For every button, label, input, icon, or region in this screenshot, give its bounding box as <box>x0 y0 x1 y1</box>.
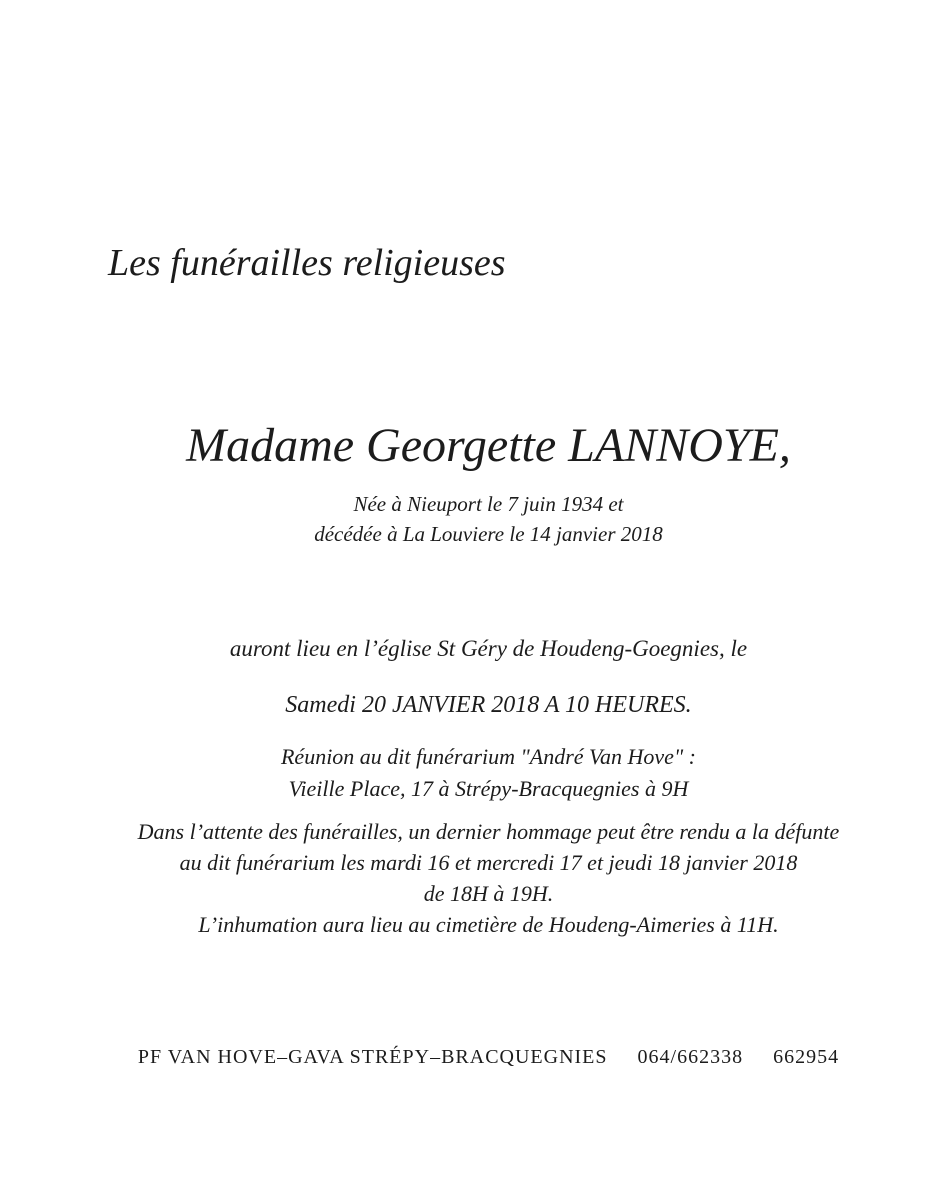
tribute-line-3: de 18H à 19H. <box>423 881 554 906</box>
ceremony-intro-line: auront lieu en l’église St Géry de Houdeng-Goegnies, le <box>229 636 748 661</box>
tribute-line-2: au dit funérarium les mardi 16 et mercredi 17 et jeudi 18 janvier 2018 <box>179 850 798 875</box>
meeting-line-1: Réunion au dit funérarium "André Van Hove" : <box>280 744 697 769</box>
tribute-line-1: Dans l’attente des funérailles, un dernier hommage peut être rendu a la défunte <box>137 819 840 844</box>
funeral-home-phone-alt: 662954 <box>773 1046 840 1068</box>
meeting-line-2: Vieille Place, 17 à Strépy-Bracquegnies à 9H <box>288 776 689 801</box>
funeral-home-name: PF VAN HOVE–GAVA STRÉPY–BRACQUEGNIES <box>137 1046 608 1068</box>
burial-line: L’inhumation aura lieu au cimetière de Houdeng-Aimeries à 11H. <box>198 912 779 937</box>
meeting-block <box>30 741 947 805</box>
tribute-block <box>30 816 947 940</box>
death-line: décédée à La Louviere le 14 janvier 2018 <box>314 522 663 546</box>
announcement-intro: Les funérailles religieuses <box>108 242 506 284</box>
deceased-name-title: Madame Georgette LANNOYE, <box>186 419 791 472</box>
ceremony-date-line: Samedi 20 JANVIER 2018 A 10 HEURES. <box>285 692 692 718</box>
birth-line: Née à Nieuport le 7 juin 1934 et <box>353 492 624 516</box>
funeral-home-phone: 064/662338 <box>637 1046 744 1068</box>
birth-death-block <box>30 489 947 549</box>
funeral-home-footer <box>30 1046 947 1069</box>
